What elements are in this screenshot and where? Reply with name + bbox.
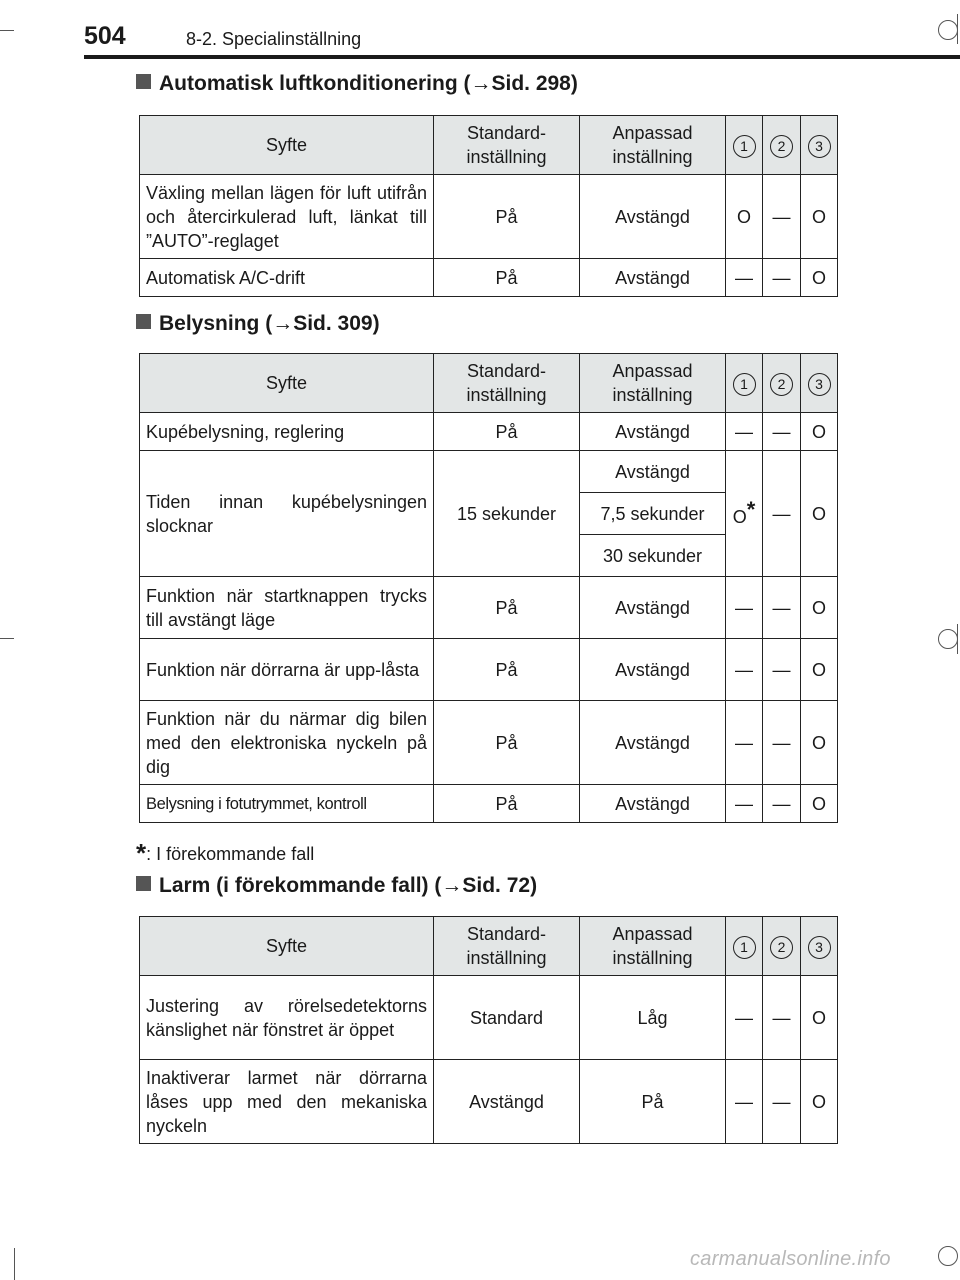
- cell-default: På: [434, 785, 580, 823]
- cell-default: På: [434, 639, 580, 701]
- cell-method-3: O: [801, 451, 838, 577]
- cell-method-3: O: [801, 259, 838, 297]
- table-row: [140, 413, 838, 451]
- footnote-mark: *: [746, 497, 756, 522]
- cell-custom: Låg: [580, 976, 726, 1060]
- cell-default: På: [434, 413, 580, 451]
- watermark: carmanualsonline.info: [690, 1248, 891, 1270]
- table-header-row: [140, 116, 838, 175]
- column-header-method-3: 3: [801, 116, 838, 175]
- cell-method-2: —: [763, 1060, 801, 1144]
- cell-method-1: —: [726, 413, 763, 451]
- table-row: [140, 577, 838, 639]
- column-header-purpose: Syfte: [140, 917, 434, 976]
- footnote-mark: *: [136, 838, 147, 868]
- cell-method-2: —: [763, 701, 801, 785]
- cell-custom: Avstängd: [580, 785, 726, 823]
- table-row: [140, 639, 838, 701]
- settings-table-ac: [139, 115, 838, 297]
- column-header-method-1: 1: [726, 917, 763, 976]
- column-header-method-2: 2: [763, 116, 801, 175]
- table-row: [140, 259, 838, 297]
- column-header-custom: Anpassad inställning: [580, 917, 726, 976]
- column-header-method-3: 3: [801, 917, 838, 976]
- section-bullet-icon: [136, 314, 151, 329]
- cell-method-1: —: [726, 639, 763, 701]
- column-header-method-3: 3: [801, 354, 838, 413]
- cell-method-3: O: [801, 577, 838, 639]
- cell-default: På: [434, 701, 580, 785]
- column-header-method-2: 2: [763, 917, 801, 976]
- column-header-default: Standard-inställning: [434, 354, 580, 413]
- cell-method-2: —: [763, 451, 801, 577]
- cell-method-2: —: [763, 976, 801, 1060]
- table-header-row: [140, 917, 838, 976]
- crop-mark: [14, 1248, 15, 1280]
- cell-method-3: O: [801, 785, 838, 823]
- section-title: Larm (i förekommande fall) (→Sid. 72): [136, 874, 537, 898]
- settings-table-lighting: [139, 353, 838, 823]
- cell-method-3: O: [801, 1060, 838, 1144]
- table-row: [140, 976, 838, 1060]
- registration-mark: [938, 1246, 958, 1266]
- cell-method-1: —: [726, 976, 763, 1060]
- cell-method-3: O: [801, 413, 838, 451]
- cell-default: På: [434, 577, 580, 639]
- cell-method-1: —: [726, 785, 763, 823]
- cell-default: 15 sekunder: [434, 451, 580, 577]
- section-title: Belysning (→Sid. 309): [136, 312, 380, 336]
- cell-default: Standard: [434, 976, 580, 1060]
- column-header-method-1: 1: [726, 354, 763, 413]
- cell-default: På: [434, 259, 580, 297]
- registration-mark: [938, 629, 958, 649]
- cell-custom-option: Avstängd: [580, 451, 726, 493]
- footnote: [136, 838, 314, 869]
- cell-method-1: —: [726, 577, 763, 639]
- chapter-title: 8-2. Specialinställning: [186, 29, 362, 49]
- cell-method-1: —: [726, 259, 763, 297]
- cell-method-3: O: [801, 701, 838, 785]
- table-row: [140, 785, 838, 823]
- settings-table-alarm: [139, 916, 838, 1144]
- cell-method-2: —: [763, 175, 801, 259]
- cell-method-1: O: [726, 175, 763, 259]
- cell-purpose: Kupébelysning, reglering: [140, 413, 434, 451]
- table-row: [140, 701, 838, 785]
- footnote-text: : I förekommande fall: [146, 844, 315, 864]
- arrow-icon: →: [470, 72, 492, 95]
- column-header-method-2: 2: [763, 354, 801, 413]
- column-header-custom: Anpassad inställning: [580, 116, 726, 175]
- crop-mark: [0, 638, 14, 639]
- cell-default: På: [434, 175, 580, 259]
- section-title: Automatisk luftkonditionering (→Sid. 298): [136, 72, 578, 96]
- page-header: [0, 20, 960, 60]
- column-header-purpose: Syfte: [140, 116, 434, 175]
- cell-method-1: —: [726, 701, 763, 785]
- table-row: [140, 1060, 838, 1144]
- table-row: [140, 451, 838, 493]
- cell-custom-option: 7,5 sekunder: [580, 493, 726, 535]
- arrow-icon: →: [441, 874, 463, 897]
- column-header-purpose: Syfte: [140, 354, 434, 413]
- cell-method-2: —: [763, 413, 801, 451]
- cell-method-2: —: [763, 259, 801, 297]
- cell-purpose: Tiden innan kupébelysningen slocknar: [140, 451, 434, 577]
- section-bullet-icon: [136, 74, 151, 89]
- table-header-row: [140, 354, 838, 413]
- cell-method-3: O: [801, 175, 838, 259]
- cell-method-2: —: [763, 639, 801, 701]
- column-header-custom: Anpassad inställning: [580, 354, 726, 413]
- cell-purpose: Automatisk A/C-drift: [140, 259, 434, 297]
- page-number: 504: [84, 22, 126, 50]
- column-header-default: Standard-inställning: [434, 917, 580, 976]
- cell-method-1: —: [726, 1060, 763, 1144]
- cell-custom: På: [580, 1060, 726, 1144]
- cell-custom: Avstängd: [580, 413, 726, 451]
- cell-purpose: Funktion när du närmar dig bilen med den elektroniska nyckeln på dig: [140, 701, 434, 785]
- cell-method-2: —: [763, 785, 801, 823]
- cell-custom: Avstängd: [580, 259, 726, 297]
- table-row: [140, 175, 838, 259]
- section-bullet-icon: [136, 876, 151, 891]
- cell-custom: Avstängd: [580, 577, 726, 639]
- cell-custom: Avstängd: [580, 639, 726, 701]
- cell-method-3: O: [801, 976, 838, 1060]
- cell-method-3: O: [801, 639, 838, 701]
- cell-custom-option: 30 sekunder: [580, 535, 726, 577]
- cell-purpose: Funktion när dörrarna är upp-låsta: [140, 639, 434, 701]
- cell-custom: Avstängd: [580, 701, 726, 785]
- header-rule: [84, 55, 960, 59]
- cell-method-2: —: [763, 577, 801, 639]
- cell-method-1: O*: [726, 451, 763, 577]
- cell-custom: Avstängd: [580, 175, 726, 259]
- arrow-icon: →: [272, 312, 294, 335]
- cell-purpose: Belysning i fotutrymmet, kontroll: [140, 785, 434, 823]
- column-header-method-1: 1: [726, 116, 763, 175]
- cell-purpose: Justering av rörelsedetektorns känslighet när fönstret är öppet: [140, 976, 434, 1060]
- cell-purpose: Inaktiverar larmet när dörrarna låses upp med den mekaniska nyckeln: [140, 1060, 434, 1144]
- cell-default: Avstängd: [434, 1060, 580, 1144]
- cell-purpose: Funktion när startknappen trycks till avstängt läge: [140, 577, 434, 639]
- column-header-default: Standard-inställning: [434, 116, 580, 175]
- cell-purpose: Växling mellan lägen för luft utifrån och återcirkulerad luft, länkat till ”AUTO”-reglaget: [140, 175, 434, 259]
